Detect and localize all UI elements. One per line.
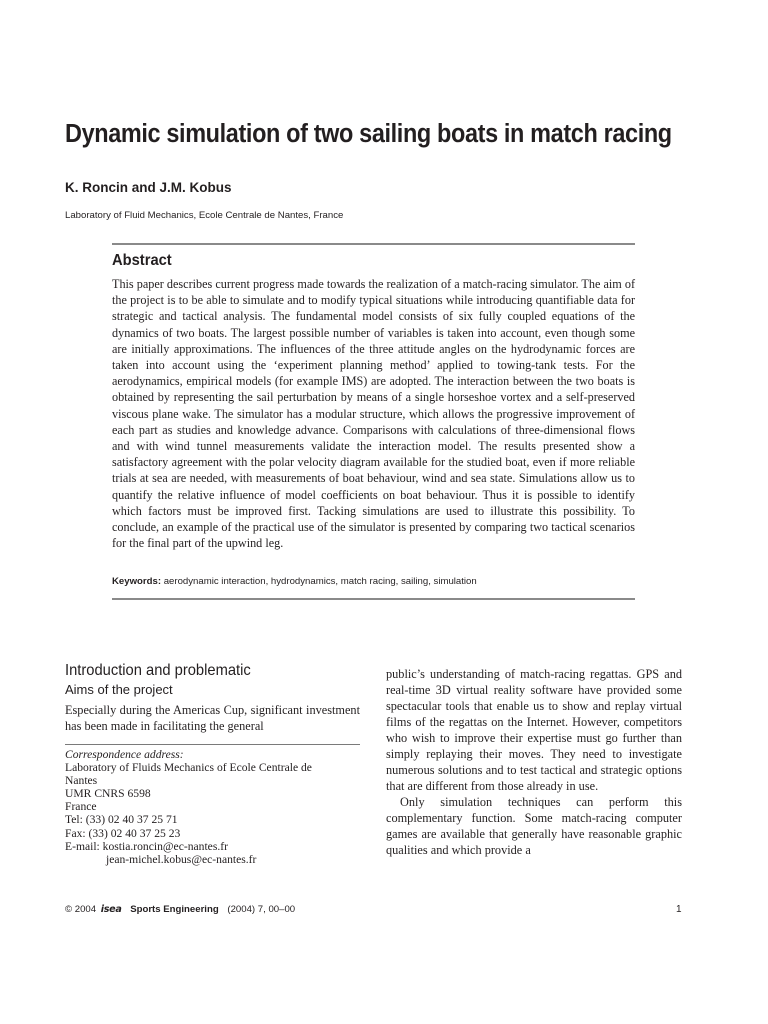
abstract-bottom-rule	[112, 598, 635, 600]
intro-paragraph-right-2: Only simulation techniques can perform this complementary function. Some match-racing computer games are available that generally have reasonable graphic qualities and which provide a	[386, 795, 682, 857]
journal-citation: (2004) 7, 00–00	[227, 904, 296, 915]
abstract-heading: Abstract	[112, 252, 172, 269]
correspondence-heading: Correspondence address:	[65, 748, 184, 761]
intro-paragraph-left: Especially during the Americas Cup, significant investment has been made in facilitating the general	[65, 703, 360, 733]
subsection-heading-aims: Aims of the project	[65, 682, 173, 697]
journal-name: Sports Engineering	[130, 904, 219, 915]
paper-affiliation: Laboratory of Fluid Mechanics, Ecole Centrale de Nantes, France	[65, 210, 344, 221]
correspondence-line: Nantes	[65, 774, 98, 788]
abstract-top-rule	[112, 243, 635, 245]
correspondence-rule	[65, 744, 360, 745]
correspondence-line: UMR CNRS 6598	[65, 787, 151, 801]
paper-authors: K. Roncin and J.M. Kobus	[65, 180, 232, 195]
correspondence-line: Tel: (33) 02 40 37 25 71	[65, 813, 178, 827]
correspondence-line: Fax: (33) 02 40 37 25 23	[65, 826, 181, 840]
footer-copyright: © 2004	[65, 904, 97, 915]
intro-paragraph-right-1: public’s understanding of match-racing regattas. GPS and real-time 3D virtual reality software have provided some spectacular tools that enable us to show and replay virtual films of the regattas on the Internet. However, competitors who wish to improve their expertise must go further than simply replaying their moves. They need to investigate numerous solutions and to test tactical and strategic options that are different from those already in use.	[386, 667, 682, 793]
correspondence-line: E-mail: kostia.roncin@ec-nantes.fr	[65, 839, 228, 853]
paper-title: Dynamic simulation of two sailing boats in match racing	[65, 120, 672, 148]
correspondence-block	[65, 748, 365, 866]
right-column	[386, 666, 682, 858]
footer-citation	[65, 904, 295, 915]
isea-logo: isea	[100, 904, 122, 915]
keywords-line	[112, 576, 477, 587]
correspondence-email-2: jean-michel.kobus@ec-nantes.fr	[106, 852, 257, 866]
correspondence-line: France	[65, 800, 97, 814]
section-heading-introduction: Introduction and problematic	[65, 662, 251, 679]
page-number: 1	[676, 904, 682, 915]
correspondence-line: Laboratory of Fluids Mechanics of Ecole Centrale de	[65, 761, 312, 775]
abstract-body: This paper describes current progress made towards the realization of a match-racing simulator. The aim of the project is to be able to simulate and to modify typical situations while introducing quantifiable data for strategic and tactical analysis. The fundamental model consists of six fully coupled equations of the dynamics of two boats. The largest possible number of variables is taken into account, even though some are initially approximations. The influences of the three attitude angles on the hydrodynamic forces are taken into account using the ‘experiment planning method’ applied to towing-tank tests. For the aerodynamics, empirical models (for example IMS) are adopted. The interaction between the two boats is obtained by representing the sail perturbation by means of a single horseshoe vortex and a self-preserved viscous plane wake. The simulator has a modular structure, which allows the progressive improvement of each part as studies and knowledge advance. Comparisons with calculations of three-dimensional flows and with wind tunnel measurements validate the interaction model. The results presented show a satisfactory agreement with the polar velocity diagram available for the studied boat, even if more reliable trials at sea are needed, with measurements of boat behaviour, wind and sea state. Simulations allow us to quantify the relative influence of model coefficients on boat behaviour. Thus it is possible to identify which factors must be improved first. Tacking simulations are used to illustrate this possibility. To conclude, an example of the practical use of the simulator is presented by comparing two tactical scenarios for the final part of the upwind leg.	[112, 277, 635, 551]
keywords-label: Keywords:	[112, 576, 162, 587]
keywords-list: aerodynamic interaction, hydrodynamics, match racing, sailing, simulation	[163, 576, 477, 587]
